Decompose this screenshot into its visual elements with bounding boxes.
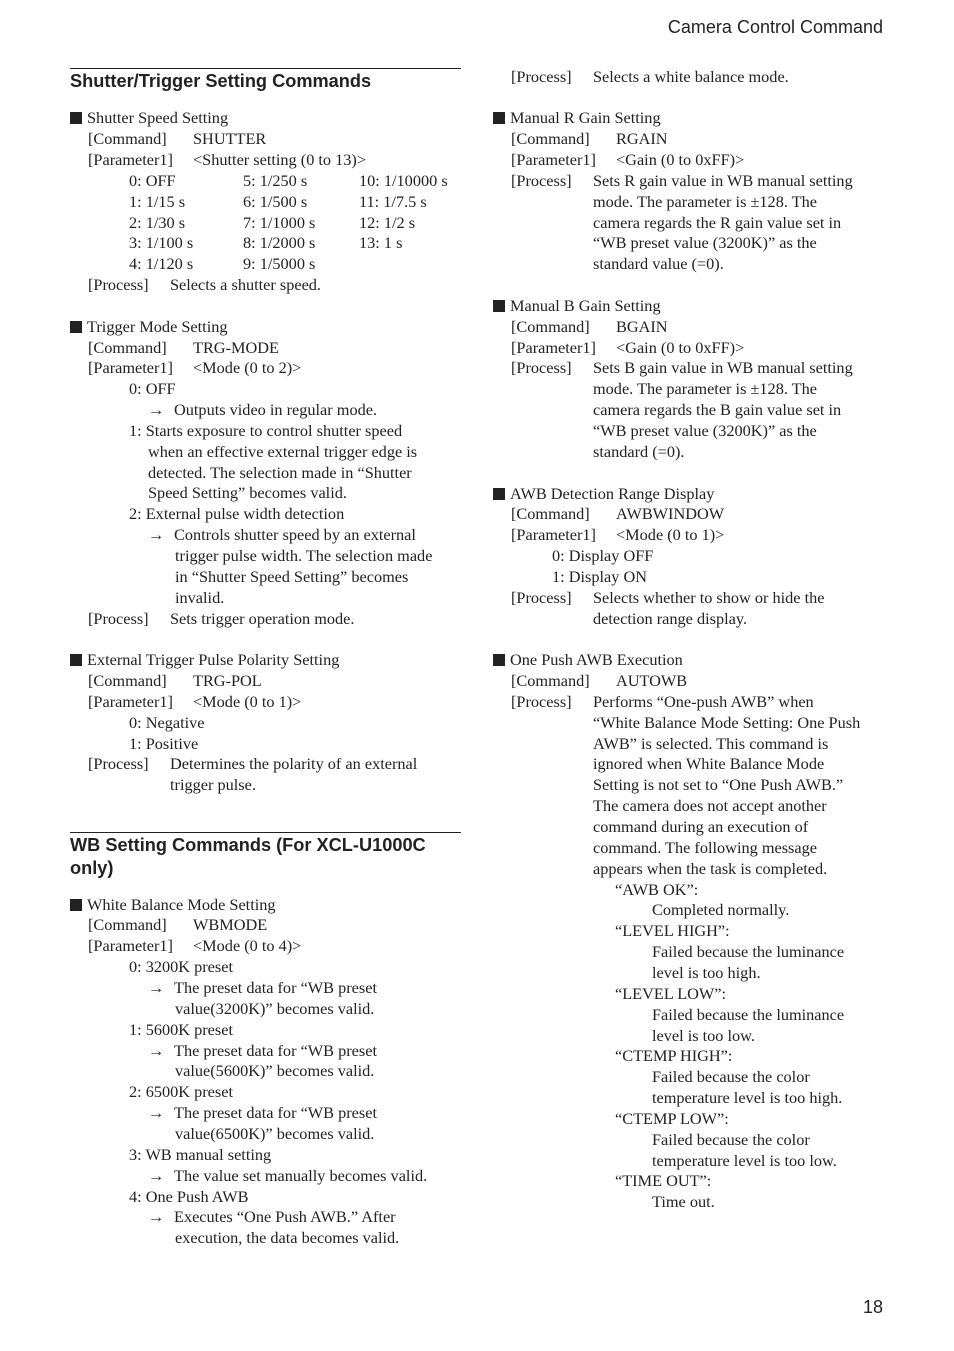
param-value: <Shutter setting (0 to 13)> [193, 150, 367, 169]
process-text: Selects whether to show or hide the [593, 588, 825, 607]
shutter-option: 13: 1 s [359, 233, 403, 252]
section-title-shutter-trigger: Shutter/Trigger Setting Commands [70, 71, 372, 91]
shutter-option: 1: 1/15 s [129, 192, 186, 211]
process-text-cont: mode. The parameter is ±128. The [593, 192, 817, 211]
shutter-option: 0: OFF [129, 171, 176, 190]
bullet-square-icon [70, 112, 82, 124]
process-label: [Process] [511, 692, 572, 711]
process-text: Selects a white balance mode. [593, 67, 789, 86]
command-value: TRG-POL [193, 671, 262, 690]
process-text: Sets trigger operation mode. [170, 609, 355, 628]
page-number: 18 [862, 1297, 883, 1317]
param-label: [Parameter1] [511, 525, 596, 544]
right-arrow-icon: → [148, 400, 165, 419]
command-label: [Command] [511, 671, 590, 690]
shutter-option: 5: 1/250 s [243, 171, 308, 190]
message-code: “CTEMP LOW”: [615, 1109, 729, 1128]
command-value: TRG-MODE [193, 338, 279, 357]
arrow-note: → Outputs video in regular mode. [148, 400, 378, 419]
process-text-cont: appears when the task is completed. [593, 859, 828, 878]
bullet-square-icon [493, 488, 505, 500]
message-desc: level is too high. [652, 963, 761, 982]
right-arrow-icon: → [148, 1207, 165, 1226]
polarity-option-1: 1: Positive [129, 734, 199, 753]
shutter-option: 11: 1/7.5 s [359, 192, 427, 211]
command-label: [Command] [511, 317, 590, 336]
arrow-note: → The preset data for “WB preset [148, 1041, 377, 1060]
arrow-note: → Controls shutter speed by an external [148, 525, 416, 544]
wbmode-option-1: 1: 5600K preset [129, 1020, 233, 1039]
process-text: Determines the polarity of an external [170, 754, 418, 773]
section-title-wb-cont: only) [70, 858, 114, 878]
shutter-heading: Shutter Speed Setting [70, 107, 228, 128]
bullet-square-icon [70, 654, 82, 666]
trigger-option-1: 1: Starts exposure to control shutter speed [129, 421, 403, 440]
bullet-square-icon [70, 321, 82, 333]
process-text-cont: standard value (=0). [593, 254, 724, 273]
rgain-heading: Manual R Gain Setting [493, 107, 661, 128]
process-text-cont: standard (=0). [593, 442, 685, 461]
message-desc: Failed because the color [652, 1130, 810, 1149]
command-value: BGAIN [616, 317, 668, 336]
process-text-cont: detection range display. [593, 609, 748, 628]
message-code: “LEVEL LOW”: [615, 984, 727, 1003]
arrow-note-cont: value(3200K)” becomes valid. [175, 999, 375, 1018]
running-head: Camera Control Command [667, 17, 883, 37]
process-text-cont: camera regards the R gain value set in [593, 213, 842, 232]
bullet-square-icon [493, 112, 505, 124]
message-code: “LEVEL HIGH”: [615, 921, 730, 940]
shutter-option: 9: 1/5000 s [243, 254, 316, 273]
param-label: [Parameter1] [88, 936, 173, 955]
process-text-cont: command. The following message [593, 838, 817, 857]
process-text-cont: trigger pulse. [170, 775, 256, 794]
process-text-cont: AWB” is selected. This command is [593, 734, 829, 753]
arrow-note: → The value set manually becomes valid. [148, 1166, 428, 1185]
process-text: Sets B gain value in WB manual setting [593, 358, 853, 377]
command-label: [Command] [511, 129, 590, 148]
arrow-note-cont: value(6500K)” becomes valid. [175, 1124, 375, 1143]
process-text-cont: camera regards the B gain value set in [593, 400, 842, 419]
command-value: RGAIN [616, 129, 668, 148]
process-text-cont: ignored when White Balance Mode [593, 754, 825, 773]
arrow-note-cont: in “Shutter Speed Setting” becomes [175, 567, 409, 586]
param-label: [Parameter1] [88, 692, 173, 711]
section-rule [70, 832, 461, 833]
command-label: [Command] [88, 338, 167, 357]
trigger-option-1-cont: Speed Setting” becomes valid. [148, 483, 347, 502]
process-text-cont: command during an execution of [593, 817, 809, 836]
polarity-heading: External Trigger Pulse Polarity Setting [70, 649, 339, 670]
bullet-square-icon [493, 654, 505, 666]
shutter-option: 8: 1/2000 s [243, 233, 316, 252]
process-text: Performs “One-push AWB” when [593, 692, 814, 711]
arrow-note-cont: value(5600K)” becomes valid. [175, 1061, 375, 1080]
process-text-cont: “WB preset value (3200K)” as the [593, 233, 817, 252]
param-value: <Mode (0 to 1)> [616, 525, 725, 544]
wbmode-option-3: 3: WB manual setting [129, 1145, 272, 1164]
process-label: [Process] [511, 171, 572, 190]
process-text-cont: mode. The parameter is ±128. The [593, 379, 817, 398]
message-desc: level is too low. [652, 1026, 755, 1045]
message-desc: Failed because the luminance [652, 1005, 845, 1024]
shutter-option: 10: 1/10000 s [359, 171, 448, 190]
right-arrow-icon: → [148, 978, 165, 997]
param-value: <Gain (0 to 0xFF)> [616, 150, 745, 169]
awbwindow-option-1: 1: Display ON [552, 567, 647, 586]
wbmode-option-0: 0: 3200K preset [129, 957, 233, 976]
process-label: [Process] [511, 67, 572, 86]
param-value: <Gain (0 to 0xFF)> [616, 338, 745, 357]
param-label: [Parameter1] [511, 338, 596, 357]
process-text-cont: “WB preset value (3200K)” as the [593, 421, 817, 440]
message-desc: temperature level is too low. [652, 1151, 837, 1170]
trigger-option-1-cont: when an effective external trigger edge is [148, 442, 418, 461]
command-value: AWBWINDOW [616, 504, 725, 523]
process-label: [Process] [88, 275, 149, 294]
process-text-cont: Setting is not set to “One Push AWB.” [593, 775, 844, 794]
process-label: [Process] [511, 358, 572, 377]
command-label: [Command] [88, 129, 167, 148]
process-label: [Process] [88, 609, 149, 628]
shutter-option: 7: 1/1000 s [243, 213, 316, 232]
process-label: [Process] [88, 754, 149, 773]
section-rule [70, 68, 461, 69]
command-label: [Command] [88, 671, 167, 690]
arrow-note-cont: execution, the data becomes valid. [175, 1228, 400, 1247]
shutter-option: 3: 1/100 s [129, 233, 194, 252]
param-label: [Parameter1] [88, 358, 173, 377]
wbmode-heading: White Balance Mode Setting [70, 894, 276, 915]
arrow-note: → The preset data for “WB preset [148, 1103, 377, 1122]
trigger-option-2: 2: External pulse width detection [129, 504, 345, 523]
process-label: [Process] [511, 588, 572, 607]
right-arrow-icon: → [148, 525, 165, 544]
command-value: WBMODE [193, 915, 268, 934]
autowb-heading: One Push AWB Execution [493, 649, 683, 670]
command-value: SHUTTER [193, 129, 267, 148]
wbmode-option-2: 2: 6500K preset [129, 1082, 233, 1101]
bullet-square-icon [493, 300, 505, 312]
arrow-note-cont: trigger pulse width. The selection made [175, 546, 433, 565]
command-label: [Command] [88, 915, 167, 934]
message-desc: Failed because the color [652, 1067, 810, 1086]
param-value: <Mode (0 to 4)> [193, 936, 302, 955]
message-code: “TIME OUT”: [615, 1171, 712, 1190]
param-label: [Parameter1] [88, 150, 173, 169]
message-desc: Time out. [652, 1192, 715, 1211]
awbwindow-heading: AWB Detection Range Display [493, 483, 714, 504]
trigger-option-0: 0: OFF [129, 379, 176, 398]
process-text-cont: The camera does not accept another [593, 796, 827, 815]
arrow-note-cont: invalid. [175, 588, 225, 607]
command-value: AUTOWB [616, 671, 688, 690]
process-text-cont: “White Balance Mode Setting: One Push [593, 713, 861, 732]
param-label: [Parameter1] [511, 150, 596, 169]
message-code: “CTEMP HIGH”: [615, 1046, 733, 1065]
polarity-option-0: 0: Negative [129, 713, 205, 732]
shutter-option: 4: 1/120 s [129, 254, 194, 273]
arrow-note: → The preset data for “WB preset [148, 978, 377, 997]
shutter-option: 12: 1/2 s [359, 213, 416, 232]
message-desc: Completed normally. [652, 900, 790, 919]
bgain-heading: Manual B Gain Setting [493, 295, 661, 316]
right-arrow-icon: → [148, 1103, 165, 1122]
right-arrow-icon: → [148, 1041, 165, 1060]
trigger-option-1-cont: detected. The selection made in “Shutter [148, 463, 412, 482]
shutter-option: 6: 1/500 s [243, 192, 308, 211]
process-text: Selects a shutter speed. [170, 275, 322, 294]
section-title-wb: WB Setting Commands (For XCL-U1000C [70, 835, 426, 855]
message-desc: Failed because the luminance [652, 942, 845, 961]
trigger-heading: Trigger Mode Setting [70, 316, 228, 337]
bullet-square-icon [70, 899, 82, 911]
right-arrow-icon: → [148, 1166, 165, 1185]
arrow-note: → Executes “One Push AWB.” After [148, 1207, 396, 1226]
message-code: “AWB OK”: [615, 880, 699, 899]
wbmode-option-4: 4: One Push AWB [129, 1187, 249, 1206]
awbwindow-option-0: 0: Display OFF [552, 546, 654, 565]
param-value: <Mode (0 to 1)> [193, 692, 302, 711]
shutter-option: 2: 1/30 s [129, 213, 186, 232]
param-value: <Mode (0 to 2)> [193, 358, 302, 377]
message-desc: temperature level is too high. [652, 1088, 843, 1107]
process-text: Sets R gain value in WB manual setting [593, 171, 853, 190]
command-label: [Command] [511, 504, 590, 523]
